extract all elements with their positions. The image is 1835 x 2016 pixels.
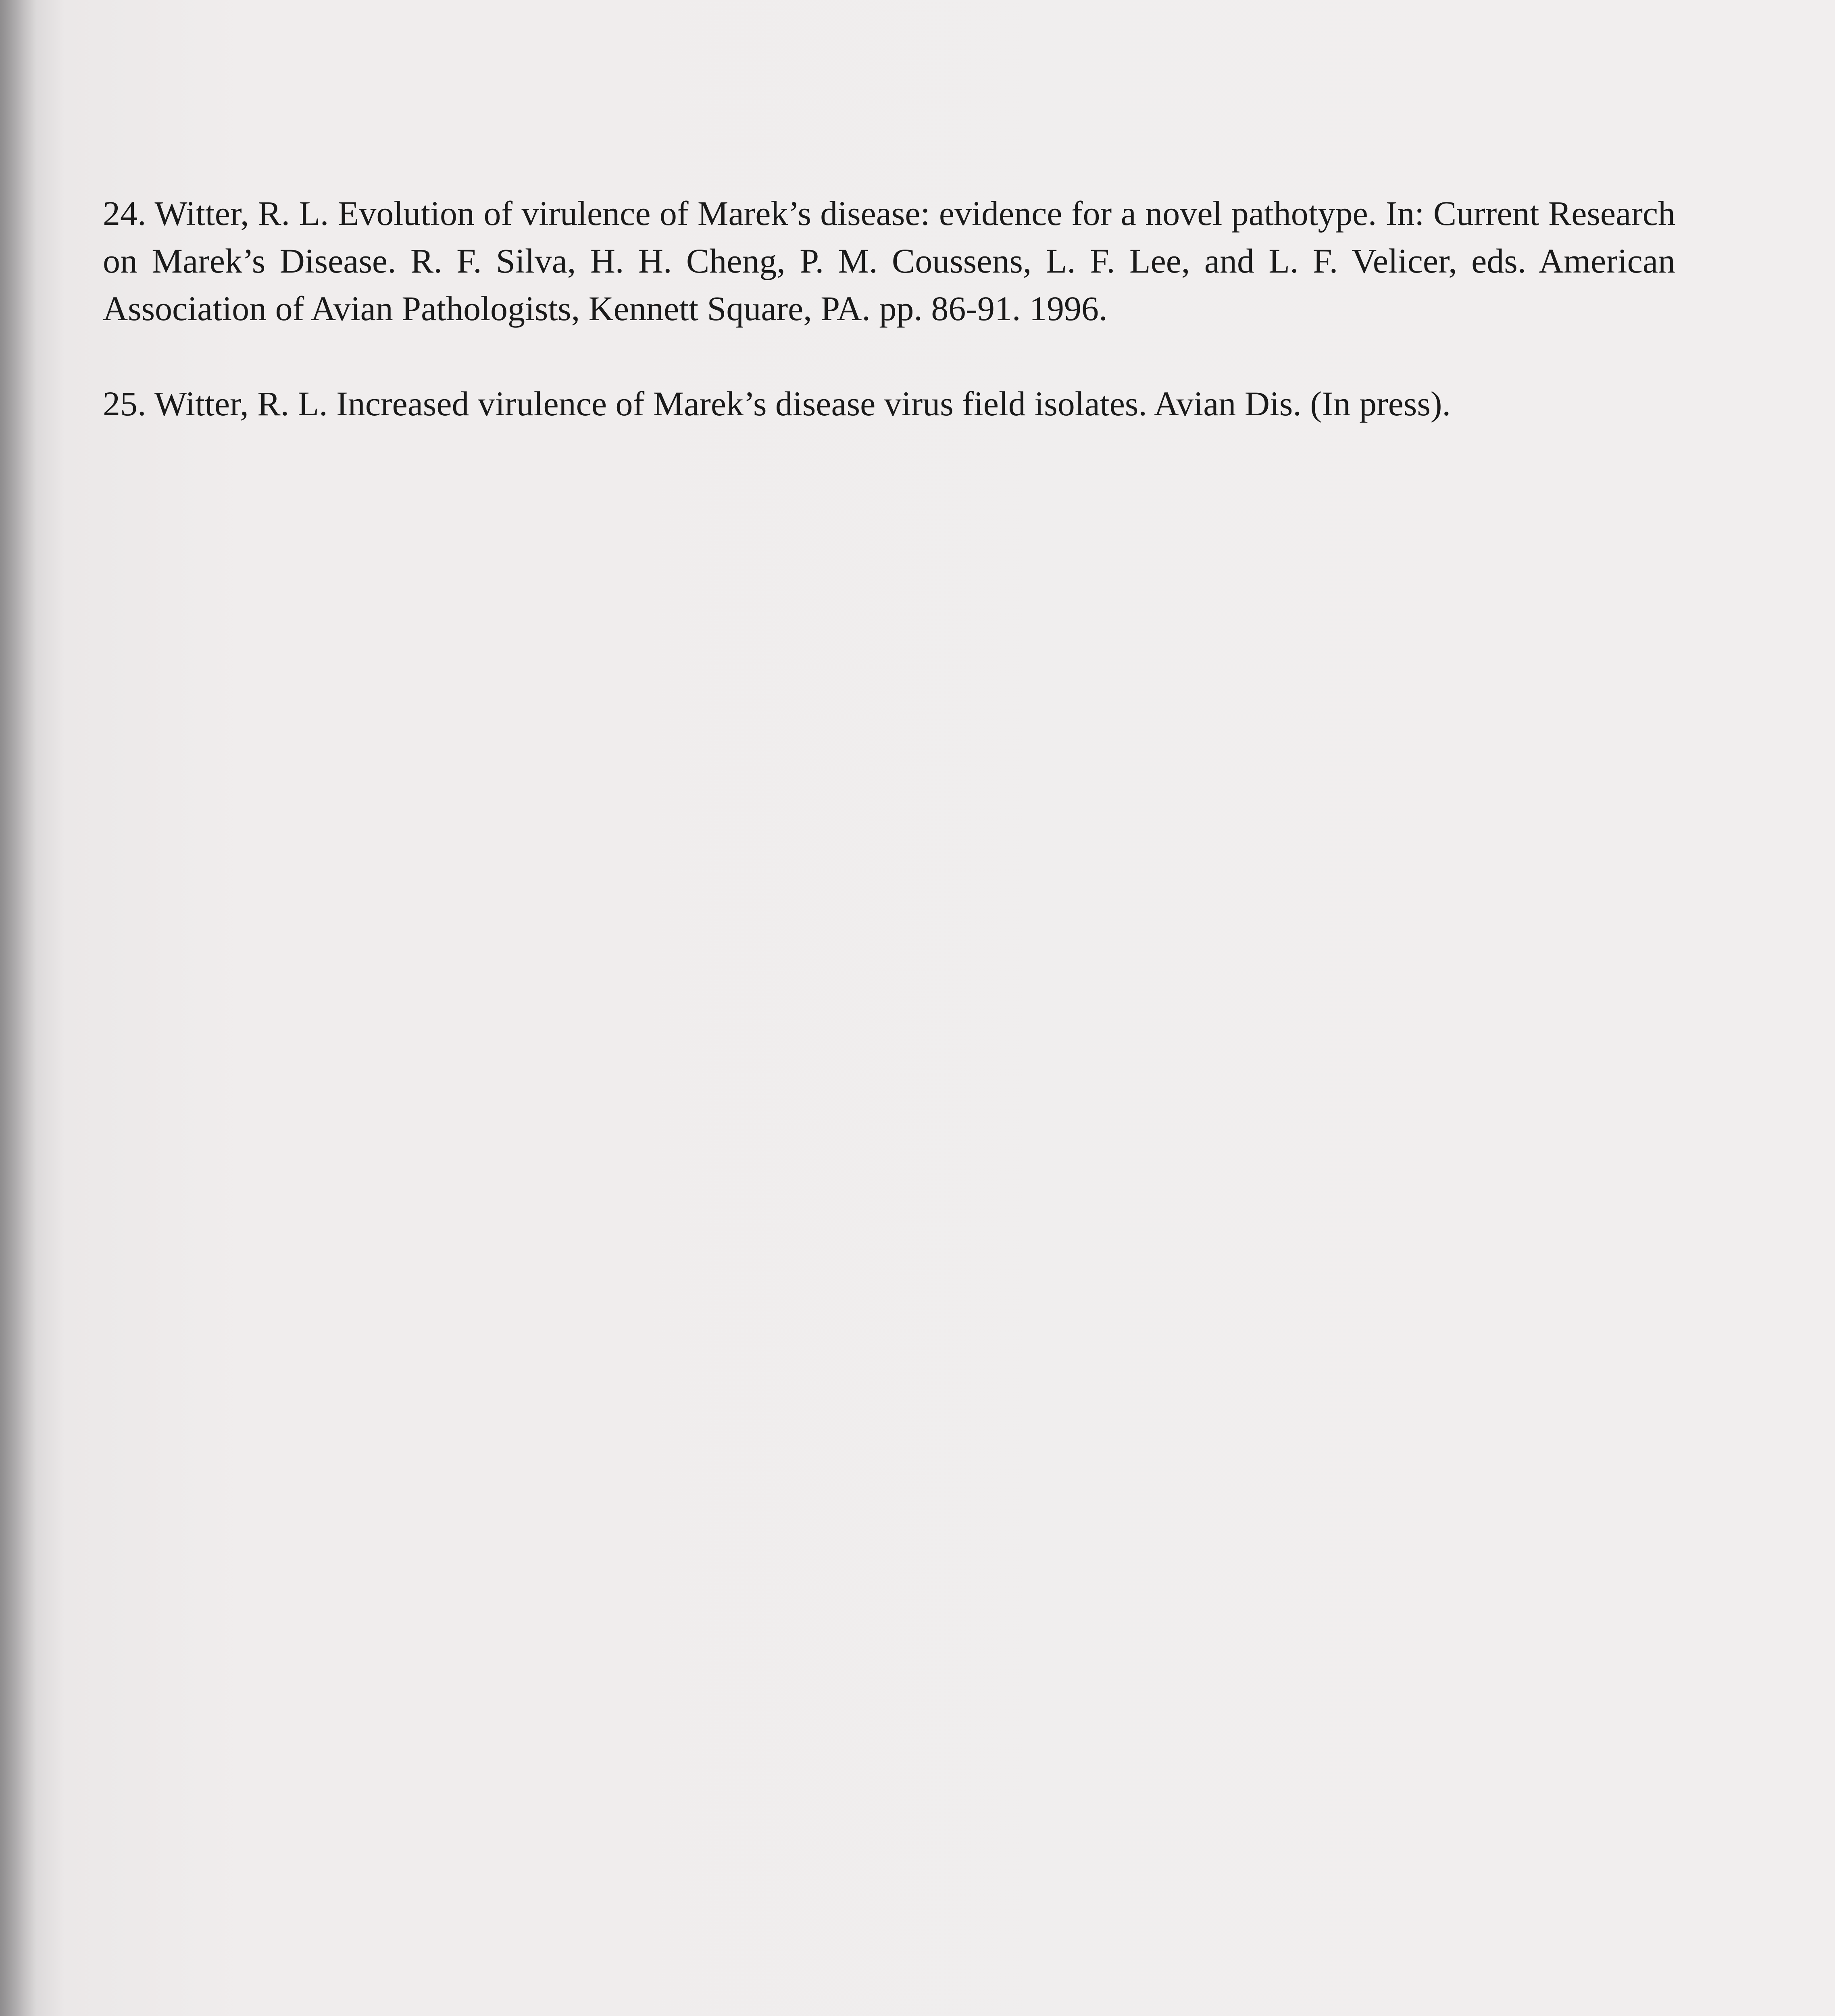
reference-number: 25. <box>103 384 146 423</box>
reference-text: Witter, R. L. Increased virulence of Marek’s disease virus field isolates. Avian Dis. (In press). <box>154 384 1451 423</box>
binding-shadow <box>0 0 36 2016</box>
reference-number: 24. <box>103 194 146 233</box>
reference-item <box>103 190 1675 332</box>
reference-list <box>103 190 1675 475</box>
reference-item <box>103 380 1675 427</box>
reference-text: Witter, R. L. Evolution of virulence of Marek’s disease: evidence for a novel pathotype. In: Current Research on Marek’s Disease. R. F. Silva, H. H. Cheng, P. M. Coussens, L. F. Lee, and L. F. Velicer, eds. American Association of Avian Pathologists, Kennett Square, PA. pp. 86-91. 1996. <box>103 194 1676 328</box>
